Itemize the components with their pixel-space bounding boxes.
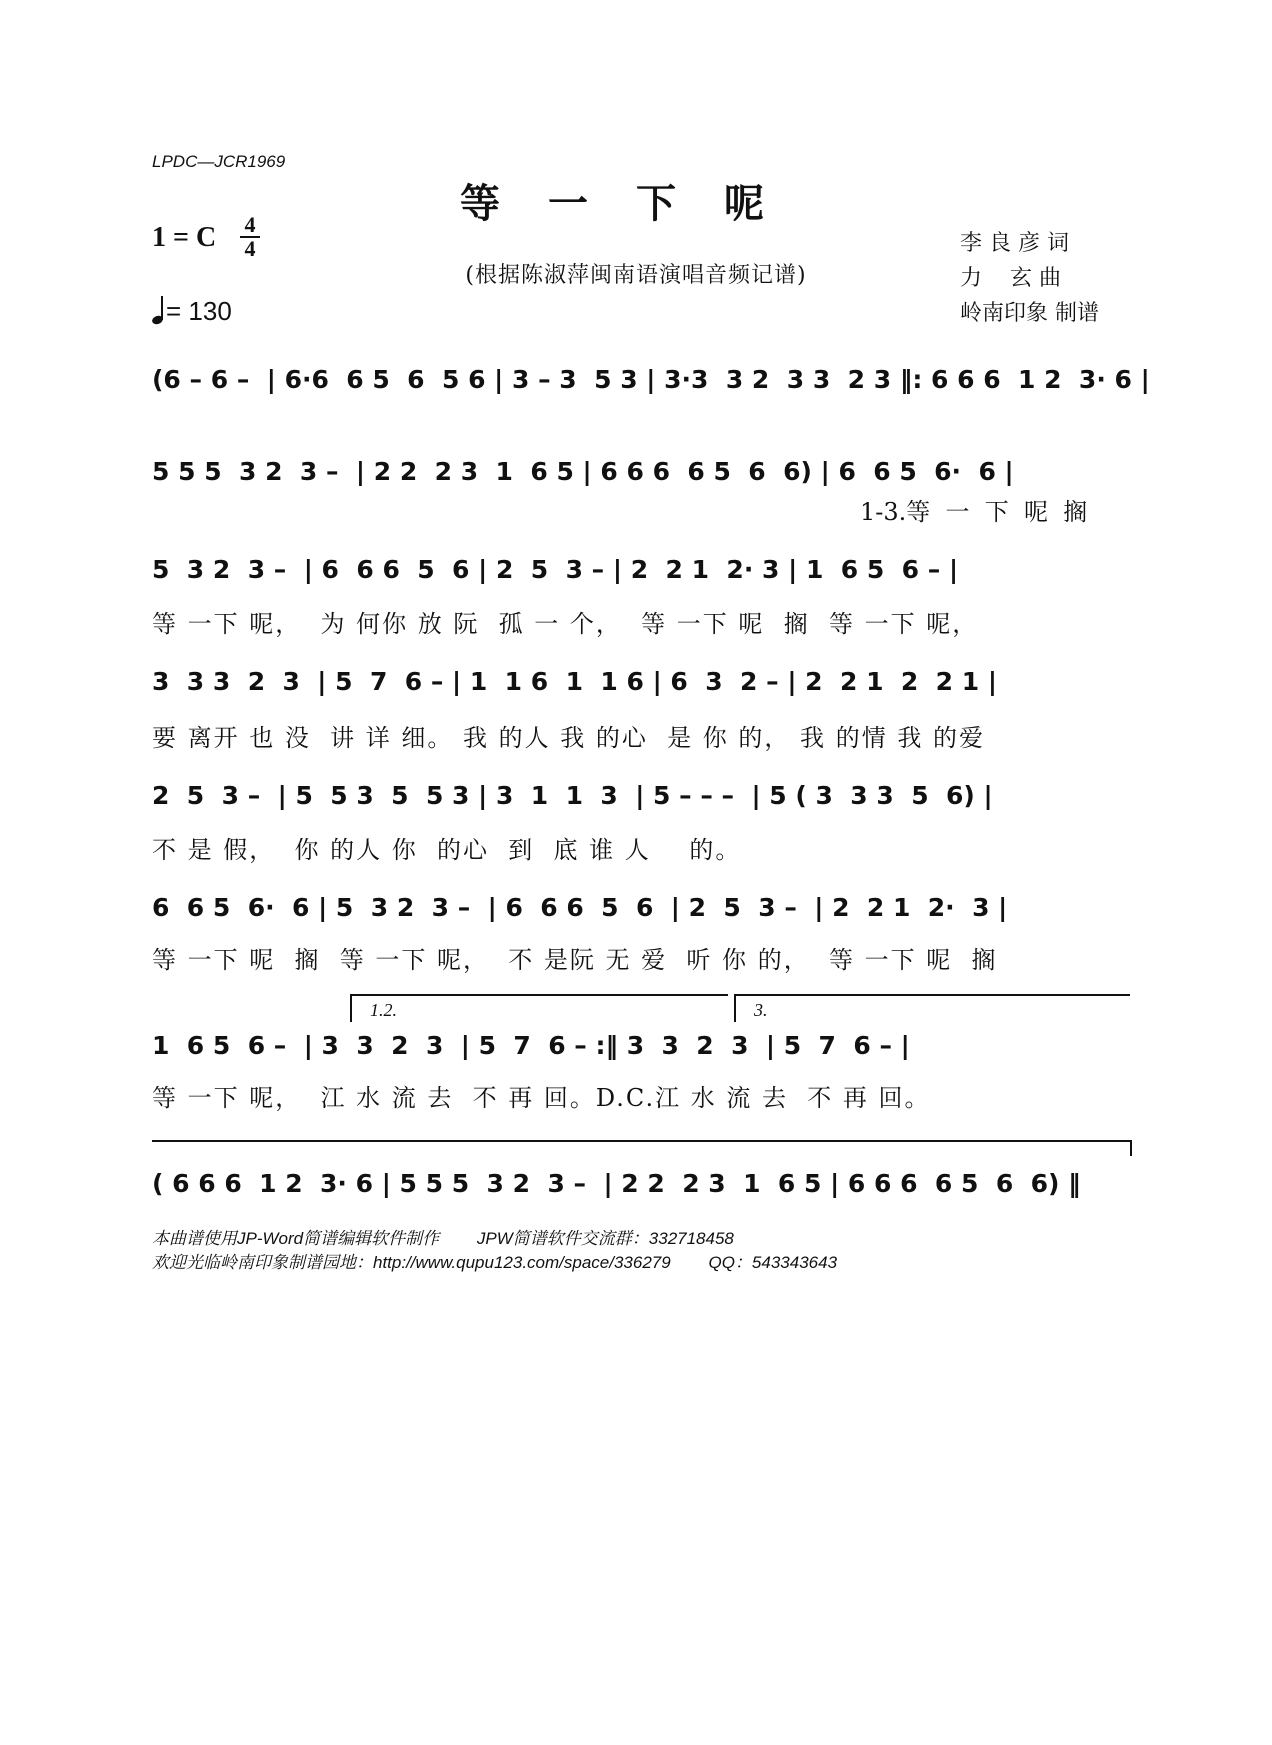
volta-bracket-2: 3. [734, 994, 1130, 1022]
song-title: 等一下呢 [460, 180, 812, 227]
footer-line-1: 本曲谱使用JP-Word简谱编辑软件制作 JPW简谱软件交流群：332718458 [152, 1229, 734, 1248]
arranger-credit: 岭南印象 制谱 [960, 301, 1099, 326]
notation-line: (6 – 6 – | 6·6 6 5 6 5 6 | 3 – 3 5 3 | 3·3 3 2 3 3 2 3 ‖: 6 6 6 1 2 3· 6 | [152, 365, 1150, 394]
footer-line-2: 欢迎光临岭南印象制谱园地：http://www.qupu123.com/space/336279 QQ：543343643 [152, 1253, 838, 1272]
score-row-8 [152, 1160, 1132, 1230]
lyric-line-3: 等 一下 呢， 为 何你 放 阮 孤 一 个， 等 一下 呢 搁 等 一下 呢， [152, 610, 979, 638]
notation-line: 5 5 5 3 2 3 – | 2 2 2 3 1 6 5 | 6 6 6 6 5 6 6) | 6 6 5 6· 6 | [152, 457, 1014, 486]
notation-line: 1 6 5 6 – | 3 3 2 3 | 5 7 6 – :‖ 3 3 2 3 | 5 7 6 – | [152, 1031, 910, 1060]
notation-line: 3 3 3 2 3 | 5 7 6 – | 1 1 6 1 1 6 | 6 3 2 – | 2 2 1 2 2 1 | [152, 667, 997, 696]
quarter-note-icon [152, 296, 166, 324]
notation-line: 6 6 5 6· 6 | 5 3 2 3 – | 6 6 6 5 6 | 2 5 3 – | 2 2 1 2· 3 | [152, 893, 1008, 922]
volta-bracket-1: 1.2. [350, 994, 728, 1022]
subtitle: (根据陈淑萍闽南语演唱音频记谱) [465, 263, 807, 288]
lyric-line-4: 要 离开 也 没 讲 详 细。 我 的人 我 的心 是 你 的， 我 的情 我 的爱 [152, 724, 985, 752]
score-row-1 [152, 356, 1150, 426]
time-signature [238, 214, 262, 260]
score-code: LPDC—JCR1969 [152, 152, 286, 171]
tempo-marking [152, 296, 232, 327]
coda-bracket [152, 1140, 1132, 1156]
lyric-line-2: 1-3.等 一 下 呢 搁 [860, 498, 1088, 526]
lyricist-credit: 李 良 彦 词 [960, 231, 1069, 256]
lyric-line-6: 等 一下 呢 搁 等 一下 呢， 不 是阮 无 爱 听 你 的， 等 一下 呢 搁 [152, 946, 998, 974]
composer-credit: 力 玄 曲 [960, 266, 1061, 291]
notation-line: 5 3 2 3 – | 6 6 6 5 6 | 2 5 3 – | 2 2 1 2· 3 | 1 6 5 6 – | [152, 555, 959, 584]
credits [960, 226, 1099, 331]
key-signature: 1 = C [152, 222, 217, 253]
lyric-line-7: 等 一下 呢， 江 水 流 去 不 再 回。D.C.江 水 流 去 不 再 回。 [152, 1084, 931, 1112]
tempo-value: = 130 [166, 296, 232, 326]
time-signature-bottom: 4 [244, 236, 256, 261]
lyric-line-5: 不 是 假， 你 的人 你 的心 到 底 谁 人 的。 [152, 836, 742, 864]
notation-line: ( 6 6 6 1 2 3· 6 | 5 5 5 3 2 3 – | 2 2 2 3 1 6 5 | 6 6 6 6 5 6 6) ‖ [152, 1169, 1081, 1198]
time-signature-top: 4 [244, 212, 256, 237]
notation-line: 2 5 3 – | 5 5 3 5 5 3 | 3 1 1 3 | 5 – – – | 5 ( 3 3 3 5 6) | [152, 781, 993, 810]
